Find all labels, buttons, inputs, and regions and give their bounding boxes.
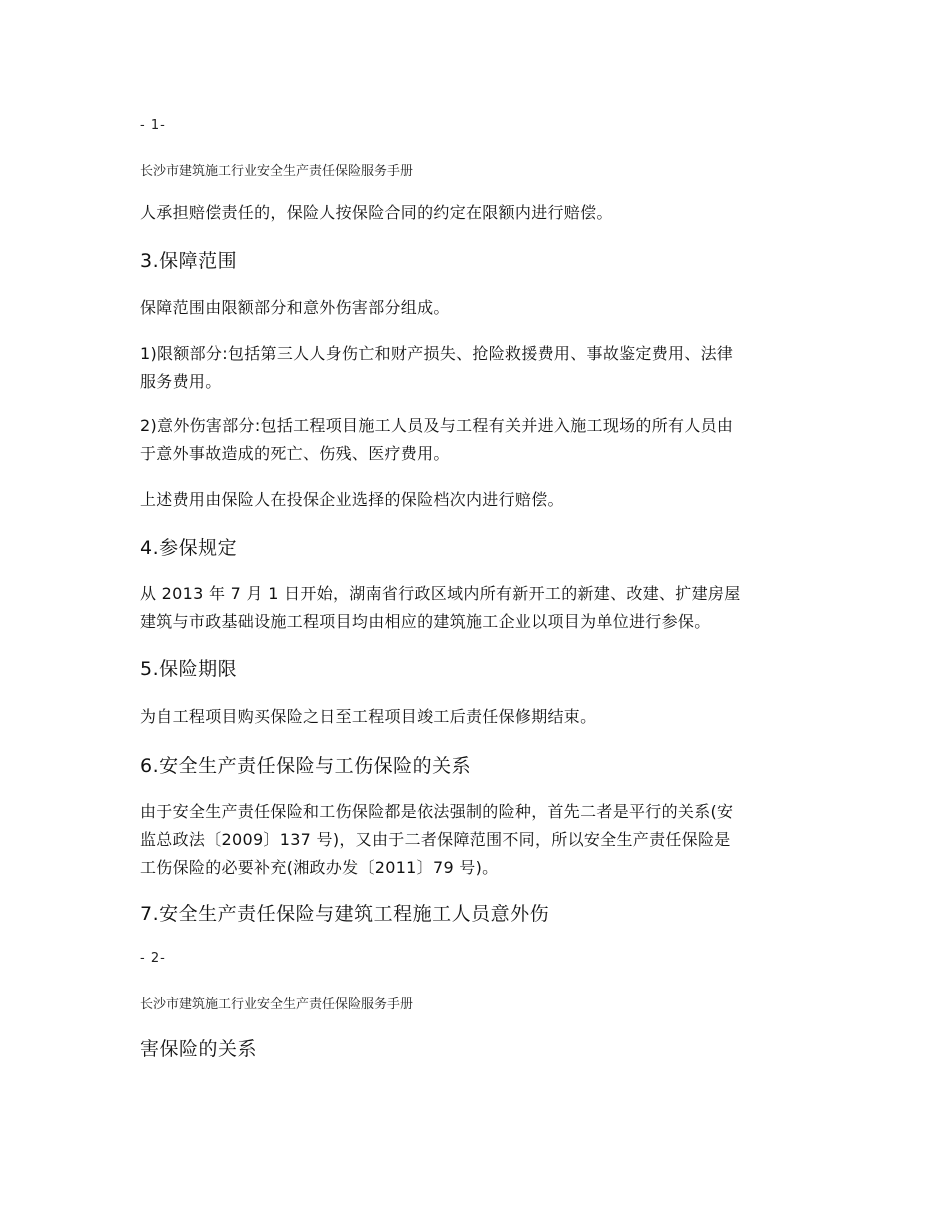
section-heading-7: 7.安全生产责任保险与建筑工程施工人员意外伤 [140, 903, 550, 925]
text-line: 由于安全生产责任保险和工伤保险都是依法强制的险种，首先二者是平行的关系(安 [140, 802, 734, 821]
section-heading-3: 3.保障范围 [140, 250, 238, 272]
paragraph-term [140, 703, 810, 731]
paragraph-continuation [140, 199, 810, 227]
text-line: 工伤保险的必要补充(湘政办发〔2011〕79 号)。 [140, 858, 499, 877]
text-line: 为自工程项目购买保险之日至工程项目竣工后责任保修期结束。 [140, 707, 597, 726]
text-line: 服务费用。 [140, 372, 222, 391]
paragraph-relation-injury [140, 798, 810, 882]
text-line: 于意外事故造成的死亡、伤残、医疗费用。 [140, 444, 450, 463]
text-line: 建筑与市政基础设施工程项目均由相应的建筑施工企业以项目为单位进行参保。 [140, 612, 711, 631]
paragraph-scope-intro [140, 294, 810, 322]
text-line: 从 2013 年 7 月 1 日开始，湖南省行政区域内所有新开工的新建、改建、扩建房屋 [140, 584, 741, 603]
text-line: 2)意外伤害部分:包括工程项目施工人员及与工程有关并进入施工现场的所有人员由 [140, 416, 734, 435]
section-heading-4: 4.参保规定 [140, 537, 238, 559]
section-heading-6: 6.安全生产责任保险与工伤保险的关系 [140, 755, 472, 777]
running-header: 长沙市建筑施工行业安全生产责任保险服务手册 [140, 164, 414, 179]
text-line: 1)限额部分:包括第三人人身伤亡和财产损失、抢险救援费用、事故鉴定费用、法律 [140, 344, 734, 363]
text-line: 保障范围由限额部分和意外伤害部分组成。 [140, 298, 450, 317]
paragraph-enrollment [140, 580, 810, 636]
paragraph-scope-accident [140, 412, 810, 468]
section-heading-5: 5.保险期限 [140, 658, 238, 680]
paragraph-scope-note [140, 486, 810, 514]
text-line: 监总政法〔2009〕137 号)，又由于二者保障范围不同，所以安全生产责任保险是 [140, 830, 731, 849]
running-header: 长沙市建筑施工行业安全生产责任保险服务手册 [140, 997, 414, 1012]
page-number: - 2- [140, 951, 166, 966]
paragraph-scope-limit [140, 340, 810, 396]
text-line: 人承担赔偿责任的，保险人按保险合同的约定在限额内进行赔偿。 [140, 203, 613, 222]
page-number: - 1- [140, 118, 166, 133]
text-line: 上述费用由保险人在投保企业选择的保险档次内进行赔偿。 [140, 490, 564, 509]
section-heading-7-continued: 害保险的关系 [140, 1038, 258, 1060]
